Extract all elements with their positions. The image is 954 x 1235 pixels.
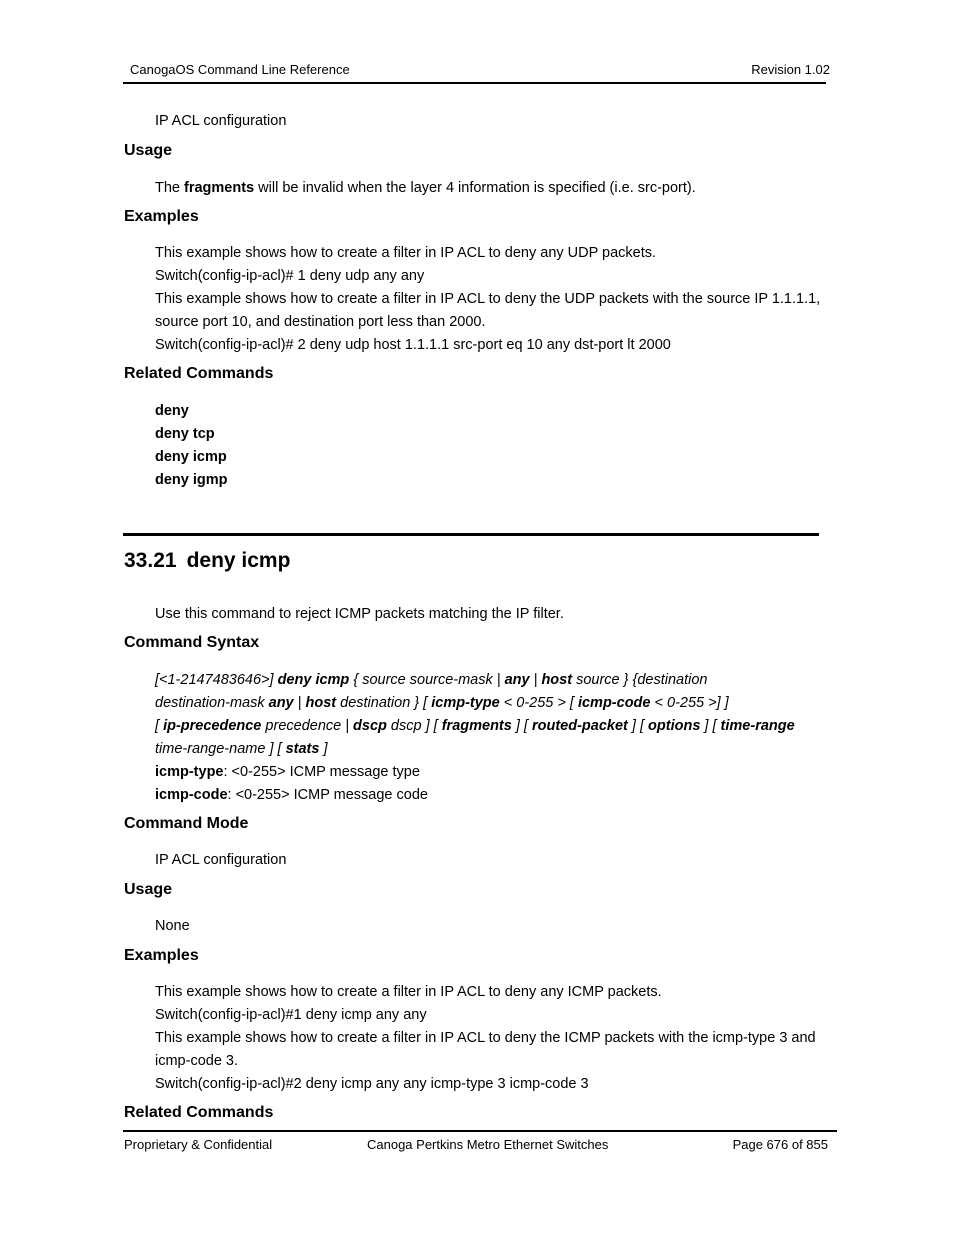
syntax-keyword: host bbox=[541, 672, 573, 688]
footer-rule bbox=[123, 1130, 837, 1132]
section-intro: Use this command to reject ICMP packets matching the IP filter. bbox=[155, 606, 564, 622]
syntax-keyword: deny bbox=[277, 672, 312, 688]
syntax-token: [ bbox=[712, 718, 717, 734]
syntax-keyword: any bbox=[268, 695, 294, 711]
header-rule bbox=[123, 82, 826, 84]
example-line: icmp-code 3. bbox=[155, 1053, 239, 1069]
related-command-link[interactable]: deny tcp bbox=[155, 426, 215, 442]
syntax-token: [ bbox=[639, 718, 644, 734]
syntax-token: time-range-name bbox=[155, 741, 266, 757]
syntax-line bbox=[155, 669, 818, 692]
syntax-heading: Command Syntax bbox=[124, 634, 260, 651]
header-revision: Revision 1.02 bbox=[751, 62, 830, 77]
syntax-keyword: dscp bbox=[353, 718, 387, 734]
syntax-keyword: any bbox=[504, 672, 530, 688]
syntax-line bbox=[155, 715, 818, 738]
examples-heading: Examples bbox=[124, 947, 199, 964]
syntax-token: > bbox=[557, 695, 566, 711]
mode-heading: Command Mode bbox=[124, 815, 249, 832]
syntax-token: {destination bbox=[632, 672, 708, 688]
syntax-token: ] bbox=[704, 718, 709, 734]
related-heading: Related Commands bbox=[124, 1104, 274, 1121]
prev-examples-heading: Examples bbox=[124, 208, 199, 225]
syntax-keyword: routed-packet bbox=[531, 718, 628, 734]
syntax-keyword: time-range bbox=[720, 718, 795, 734]
related-command-link[interactable]: deny icmp bbox=[155, 449, 227, 465]
syntax-token: [<1-2147483646>] bbox=[155, 672, 274, 688]
syntax-token: ] bbox=[323, 741, 328, 757]
syntax-token: ] bbox=[515, 718, 520, 734]
prev-mode-text: IP ACL configuration bbox=[155, 113, 287, 129]
syntax-token: [ bbox=[433, 718, 438, 734]
syntax-line bbox=[155, 692, 818, 715]
section-number: 33.21 bbox=[124, 549, 177, 572]
syntax-keyword: icmp-code bbox=[577, 695, 651, 711]
syntax-keyword: ip-precedence bbox=[163, 718, 262, 734]
prev-related-heading: Related Commands bbox=[124, 365, 274, 382]
syntax-token: | bbox=[345, 718, 350, 734]
example-line: This example shows how to create a filter in IP ACL to deny any UDP packets. bbox=[155, 245, 657, 261]
syntax-token: ] bbox=[724, 695, 729, 711]
syntax-keyword: icmp bbox=[315, 672, 350, 688]
syntax-token: ] bbox=[631, 718, 636, 734]
syntax-token: 0-255 bbox=[516, 695, 554, 711]
example-line: Switch(config-ip-acl)# 1 deny udp any any bbox=[155, 268, 425, 284]
footer-page-number: Page 676 of 855 bbox=[732, 1137, 828, 1152]
syntax-token: [ bbox=[569, 695, 574, 711]
prev-related-list bbox=[155, 400, 228, 492]
prev-usage-text: The fragments will be invalid when the layer 4 information is specified (i.e. src-port). bbox=[155, 180, 696, 196]
syntax-token: dscp bbox=[390, 718, 422, 734]
syntax-keyword: stats bbox=[285, 741, 320, 757]
syntax-token: precedence bbox=[265, 718, 342, 734]
syntax-token: | bbox=[297, 695, 302, 711]
example-line: Switch(config-ip-acl)#1 deny icmp any any bbox=[155, 1007, 427, 1023]
syntax-keyword: host bbox=[305, 695, 337, 711]
example-line: This example shows how to create a filter in IP ACL to deny the UDP packets with the source IP 1.1.1.1, bbox=[155, 291, 821, 307]
syntax-keyword: options bbox=[648, 718, 701, 734]
syntax-token: ] bbox=[425, 718, 430, 734]
related-command-link[interactable]: deny igmp bbox=[155, 472, 228, 488]
syntax-token: | bbox=[533, 672, 538, 688]
syntax-line bbox=[155, 738, 818, 761]
prev-usage-heading: Usage bbox=[124, 142, 173, 159]
syntax-token: } bbox=[623, 672, 629, 688]
syntax-token: { bbox=[353, 672, 359, 688]
related-command-link[interactable]: deny bbox=[155, 403, 189, 419]
section-name: deny icmp bbox=[186, 549, 291, 572]
syntax-params bbox=[155, 761, 428, 807]
mode-text: IP ACL configuration bbox=[155, 852, 287, 868]
syntax-token: source-mask bbox=[409, 672, 493, 688]
section-rule bbox=[123, 533, 819, 536]
syntax-token: destination bbox=[340, 695, 411, 711]
syntax-keyword: fragments bbox=[441, 718, 512, 734]
usage-text: None bbox=[155, 918, 190, 934]
syntax-token: < bbox=[654, 695, 663, 711]
syntax-token: source bbox=[362, 672, 406, 688]
param-icmp-code: icmp-code: <0-255> ICMP message code bbox=[155, 787, 428, 803]
syntax-token: [ bbox=[277, 741, 282, 757]
example-line: This example shows how to create a filter in IP ACL to deny any ICMP packets. bbox=[155, 984, 662, 1000]
syntax-token: >] bbox=[708, 695, 721, 711]
example-line: source port 10, and destination port less than 2000. bbox=[155, 314, 486, 330]
syntax-token: destination-mask bbox=[155, 695, 265, 711]
example-line: Switch(config-ip-acl)#2 deny icmp any any icmp-type 3 icmp-code 3 bbox=[155, 1076, 589, 1092]
command-syntax bbox=[155, 669, 818, 761]
footer-left: Proprietary & Confidential bbox=[124, 1137, 273, 1152]
examples bbox=[155, 981, 816, 1096]
example-line: This example shows how to create a filter in IP ACL to deny the ICMP packets with the icmp-type 3 and bbox=[155, 1030, 816, 1046]
footer-center: Canoga Pertkins Metro Ethernet Switches bbox=[367, 1137, 609, 1152]
example-line: Switch(config-ip-acl)# 2 deny udp host 1.1.1.1 src-port eq 10 any dst-port lt 2000 bbox=[155, 337, 671, 353]
syntax-token: ] bbox=[269, 741, 274, 757]
syntax-token: [ bbox=[423, 695, 428, 711]
syntax-keyword: icmp-type bbox=[431, 695, 500, 711]
syntax-token: | bbox=[496, 672, 501, 688]
syntax-token: < bbox=[503, 695, 513, 711]
syntax-token: 0-255 bbox=[667, 695, 705, 711]
header-title: CanogaOS Command Line Reference bbox=[130, 62, 350, 77]
syntax-token: source bbox=[576, 672, 620, 688]
syntax-token: [ bbox=[155, 718, 160, 734]
syntax-token: [ bbox=[523, 718, 528, 734]
syntax-token: } bbox=[414, 695, 420, 711]
param-icmp-type: icmp-type: <0-255> ICMP message type bbox=[155, 764, 420, 780]
section-title bbox=[124, 549, 290, 573]
usage-heading: Usage bbox=[124, 881, 173, 898]
prev-examples bbox=[155, 242, 820, 357]
